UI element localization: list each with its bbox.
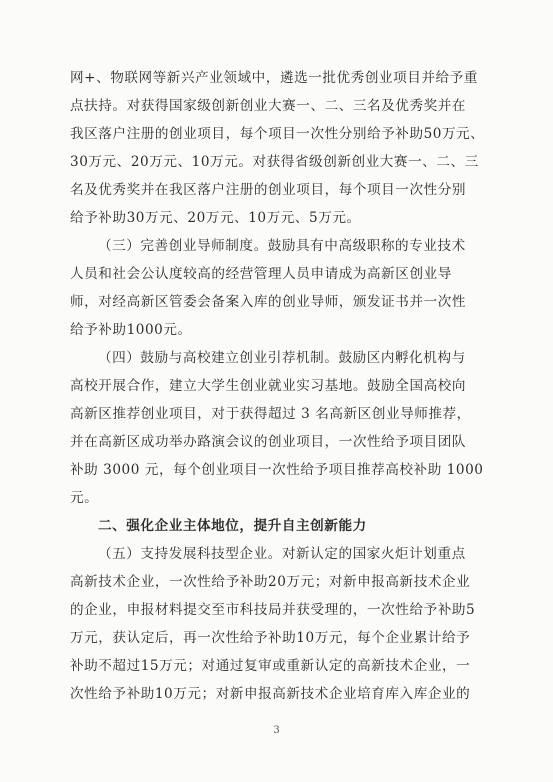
paragraph-line: 名及优秀奖并在我区落户注册的创业项目，每个项目一次性分别 <box>70 182 467 198</box>
paragraph-line: 高新技术企业，一次性给予补助20万元；对新申报高新技术企业 <box>70 574 471 590</box>
paragraph-line: 给予补助1000元。 <box>70 322 192 338</box>
paragraph-line: 30万元、20万元、10万元。对获得省级创新创业大赛一、二、三 <box>70 154 479 170</box>
paragraph-line: 点扶持。对获得国家级创新创业大赛一、二、三名及优秀奖并在 <box>70 98 467 114</box>
paragraph-line: 补助不超过15万元；对通过复审或重新认定的高新技术企业，一 <box>70 658 471 674</box>
section-heading-university: （四）鼓励与高校建立创业引荐机制。鼓励区内孵化机构与 <box>98 350 466 366</box>
paragraph-line: 高新区推荐创业项目，对于获得超过 3 名高新区创业导师推荐， <box>70 406 471 422</box>
paragraph-line: 我区落户注册的创业项目，每个项目一次性分别给予补助50万元、 <box>70 126 485 142</box>
page-number: 3 <box>273 725 280 736</box>
paragraph-line: 并在高新区成功举办路演会议的创业项目，一次性给予项目团队 <box>70 434 467 450</box>
paragraph-line: 高校开展合作，建立大学生创业就业实习基地。鼓励全国高校向 <box>70 378 467 394</box>
paragraph-line: 给予补助30万元、20万元、10万元、5万元。 <box>70 210 361 226</box>
paragraph-line: 的企业，申报材料提交至市科技局并获受理的，一次性给予补助5 <box>70 602 476 618</box>
chapter-heading: 二、强化企业主体地位，提升自主创新能力 <box>98 518 367 534</box>
paragraph-line: 万元，获认定后，再一次性给予补助10万元，每个企业累计给予 <box>70 630 471 646</box>
paragraph-line: 次性给予补助10万元；对新申报高新技术企业培育库入库企业的 <box>70 686 471 702</box>
section-heading-tech-enterprise: （五）支持发展科技型企业。对新认定的国家火炬计划重点 <box>98 546 466 562</box>
paragraph-line: 网+、物联网等新兴产业领域中，遴选一批优秀创业项目并给予重 <box>70 70 478 86</box>
paragraph-line: 师，对经高新区管委会备案入库的创业导师，颁发证书并一次性 <box>70 294 467 310</box>
paragraph-line: 元。 <box>70 490 99 506</box>
paragraph-line: 补助 3000 元，每个创业项目一次性给予项目推荐高校补助 1000 <box>70 462 484 478</box>
section-heading-mentor: （三）完善创业导师制度。鼓励具有中高级职称的专业技术 <box>98 238 466 254</box>
document-body <box>70 64 495 708</box>
paragraph-line: 人员和社会公认度较高的经营管理人员申请成为高新区创业导 <box>70 266 452 282</box>
